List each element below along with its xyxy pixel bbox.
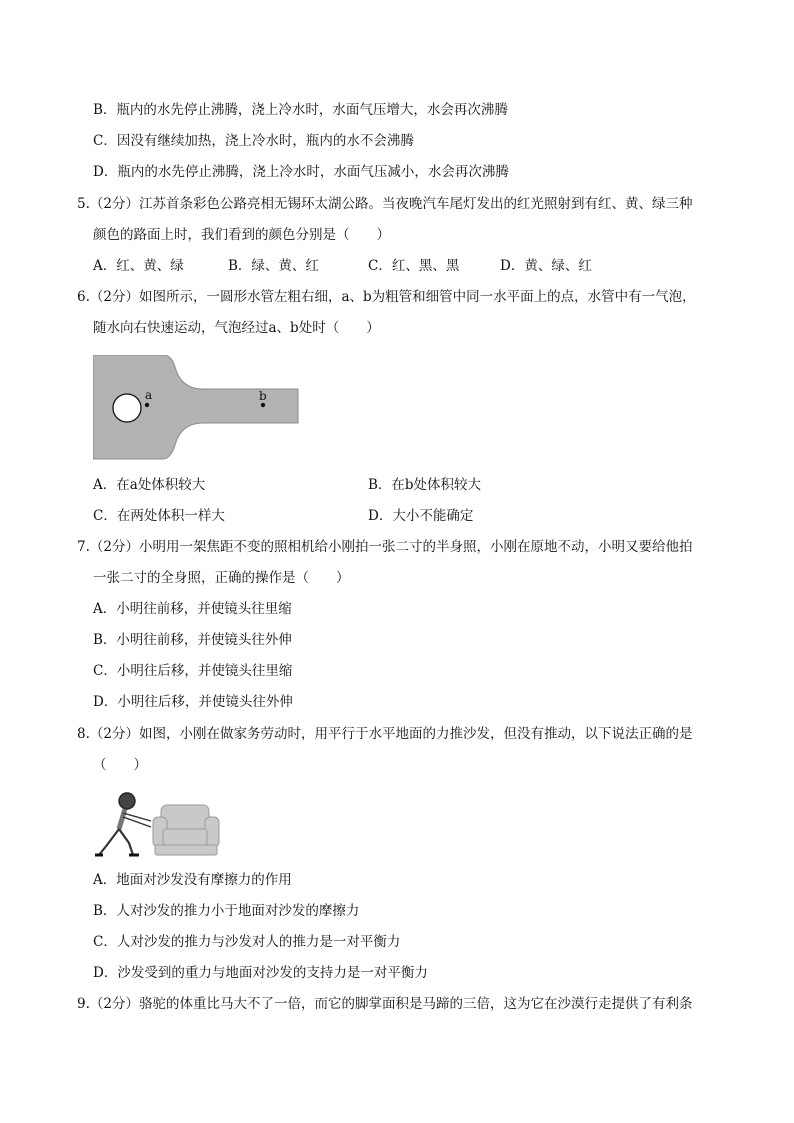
q8-option-a: A．地面对沙发没有摩擦力的作用 — [93, 872, 292, 888]
point-b-label: b — [259, 389, 267, 403]
boy-figure-icon — [95, 793, 151, 855]
q4-option-d: D．瓶内的水先停止沸腾，浇上冷水时，水面气压减小，水会再次沸腾 — [93, 164, 509, 180]
q7-option-b: B．小明往前移，并使镜头往外伸 — [93, 632, 292, 648]
q6-stem-line1: 6.（2分）如图所示，一圆形水管左粗右细，a、b为粗管和细管中同一水平面上的点，水管中有一气泡， — [77, 289, 696, 305]
pipe-figure — [93, 355, 303, 460]
q6-option-b: B．在b处体积较大 — [368, 477, 482, 493]
q8-stem-line1: 8.（2分）如图，小刚在做家务劳动时，用平行于水平地面的力推沙发，但没有推动，以下说法正确的是 — [77, 726, 693, 742]
q8-stem-line2: （ ） — [93, 757, 147, 773]
q9-stem-line1: 9.（2分）骆驼的体重比马大不了一倍，而它的脚掌面积是马蹄的三倍，这为它在沙漠行走提供了有利条 — [77, 996, 693, 1012]
sofa-icon — [153, 805, 219, 855]
q7-option-d: D．小明往后移，并使镜头往外伸 — [93, 694, 293, 710]
point-b-dot — [261, 403, 265, 407]
point-a-label: a — [145, 388, 153, 402]
air-bubble — [113, 394, 141, 422]
q7-stem-line1: 7.（2分）小明用一架焦距不变的照相机给小刚拍一张二寸的半身照，小刚在原地不动，小明又要给他拍 — [77, 539, 693, 555]
q5-stem-line2: 颜色的路面上时，我们看到的颜色分别是（ ） — [93, 227, 390, 243]
q7-stem-line2: 一张二寸的全身照，正确的操作是（ ） — [93, 570, 350, 586]
q6-option-c: C．在两处体积一样大 — [93, 508, 225, 524]
q4-option-b: B．瓶内的水先停止沸腾，浇上冷水时，水面气压增大，水会再次沸腾 — [93, 102, 508, 118]
q7-option-c: C．小明往后移，并使镜头往里缩 — [93, 663, 293, 679]
point-a-dot — [145, 403, 149, 407]
q6-option-d: D．大小不能确定 — [368, 508, 474, 524]
q7-option-a: A．小明往前移，并使镜头往里缩 — [93, 601, 292, 617]
q5-option-d: D．黄、绿、红 — [500, 258, 592, 274]
q8-option-c: C．人对沙发的推力与沙发对人的推力是一对平衡力 — [93, 934, 401, 950]
q5-stem-line1: 5.（2分）江苏首条彩色公路亮相无锡环太湖公路。当夜晚汽车尾灯发出的红光照射到有红、黄、绿三种 — [77, 196, 693, 212]
q4-option-c: C．因没有继续加热，浇上冷水时，瓶内的水不会沸腾 — [93, 133, 414, 149]
q6-stem-line2: 随水向右快速运动，气泡经过a、b处时（ ） — [93, 320, 380, 336]
q8-option-d: D．沙发受到的重力与地面对沙发的支持力是一对平衡力 — [93, 965, 428, 981]
q5-option-b: B．绿、黄、红 — [228, 258, 319, 274]
boy-pushing-sofa-illustration — [93, 783, 223, 861]
q8-option-b: B．人对沙发的推力小于地面对沙发的摩擦力 — [93, 903, 360, 919]
q5-option-a: A．红、黄、绿 — [93, 258, 184, 274]
q6-option-a: A．在a处体积较大 — [93, 477, 206, 493]
q5-option-c: C．红、黑、黑 — [368, 258, 460, 274]
